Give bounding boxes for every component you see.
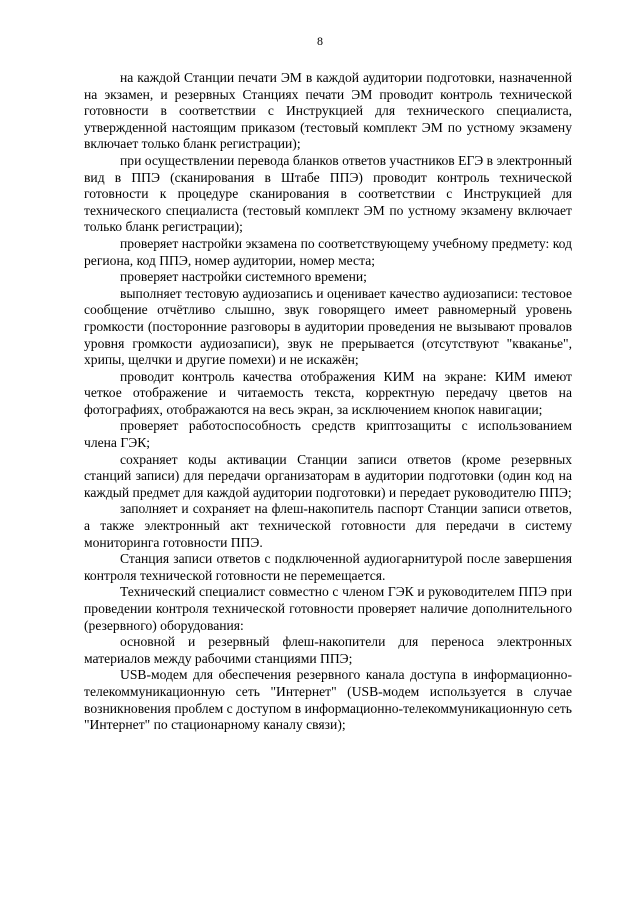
paragraph-9: заполняет и сохраняет на флеш-накопитель паспорт Станции записи ответов, а также электронный акт технической готовности для передачи в систему мониторинга готовности ППЭ. [84,501,572,550]
paragraph-5: выполняет тестовую аудиозапись и оценивает качество аудиозаписи: тестовое сообщение отчётливо слышно, звук говорящего имеет равномерный уровень громкости (посторонние разговоры в аудитории проведения не вызывают провалов уровня громкости аудиозаписи), звук не прерывается (отсутствуют "кваканье", хрипы, щелчки и другие помехи) и не искажён; [84,285,572,368]
paragraph-2: при осуществлении перевода бланков ответов участников ЕГЭ в электронный вид в ППЭ (сканирования в Штабе ППЭ) проводит контроль технической готовности к процедуре сканирования в соответствии с Инструкцией для технического специалиста (тестовый комплект ЭМ по устному экзамену включает только бланк регистрации); [84,152,572,235]
paragraph-8: сохраняет коды активации Станции записи ответов (кроме резервных станций записи) для передачи организаторам в аудитории подготовки (один код на каждый предмет для каждой аудитории подготовки) и передает руководителю ППЭ; [84,451,572,500]
paragraph-1: на каждой Станции печати ЭМ в каждой аудитории подготовки, назначенной на экзамен, и резервных Станциях печати ЭМ проводит контроль технической готовности в соответствии с Инструкцией для технического специалиста, утвержденной настоящим приказом (тестовый комплект ЭМ по устному экзамену включает только бланк регистрации); [84,70,572,152]
document-body [84,70,572,734]
paragraph-11: Технический специалист совместно с членом ГЭК и руководителем ППЭ при проведении контроля технической готовности проверяет наличие дополнительного (резервного) оборудования: [84,584,572,633]
paragraph-3: проверяет настройки экзамена по соответствующему учебному предмету: код региона, код ППЭ, номер аудитории, номер места; [84,235,572,268]
paragraph-4: проверяет настройки системного времени; [120,269,367,285]
paragraph-7: проверяет работоспособность средств криптозащиты с использованием члена ГЭК; [84,418,572,451]
paragraph-13: USB-модем для обеспечения резервного канала доступа в информационно-телекоммуникационную сеть "Интернет" (USB-модем используется в случае возникновения проблем с доступом в информационно-телекоммуникационную сеть "Интернет" по стационарному каналу связи); [84,667,572,733]
paragraph-6: проводит контроль качества отображения КИМ на экране: КИМ имеют четкое отображение и читаемость текста, корректную передачу цветов на фотографиях, отображаются на весь экран, за исключением кнопок навигации; [84,368,572,417]
paragraph-10: Станция записи ответов с подключенной аудиогарнитурой после завершения контроля технической готовности не перемещается. [84,551,572,583]
page-number: 8 [317,34,323,48]
paragraph-12: основной и резервный флеш-накопители для переноса электронных материалов между рабочими станциями ППЭ; [84,634,572,666]
